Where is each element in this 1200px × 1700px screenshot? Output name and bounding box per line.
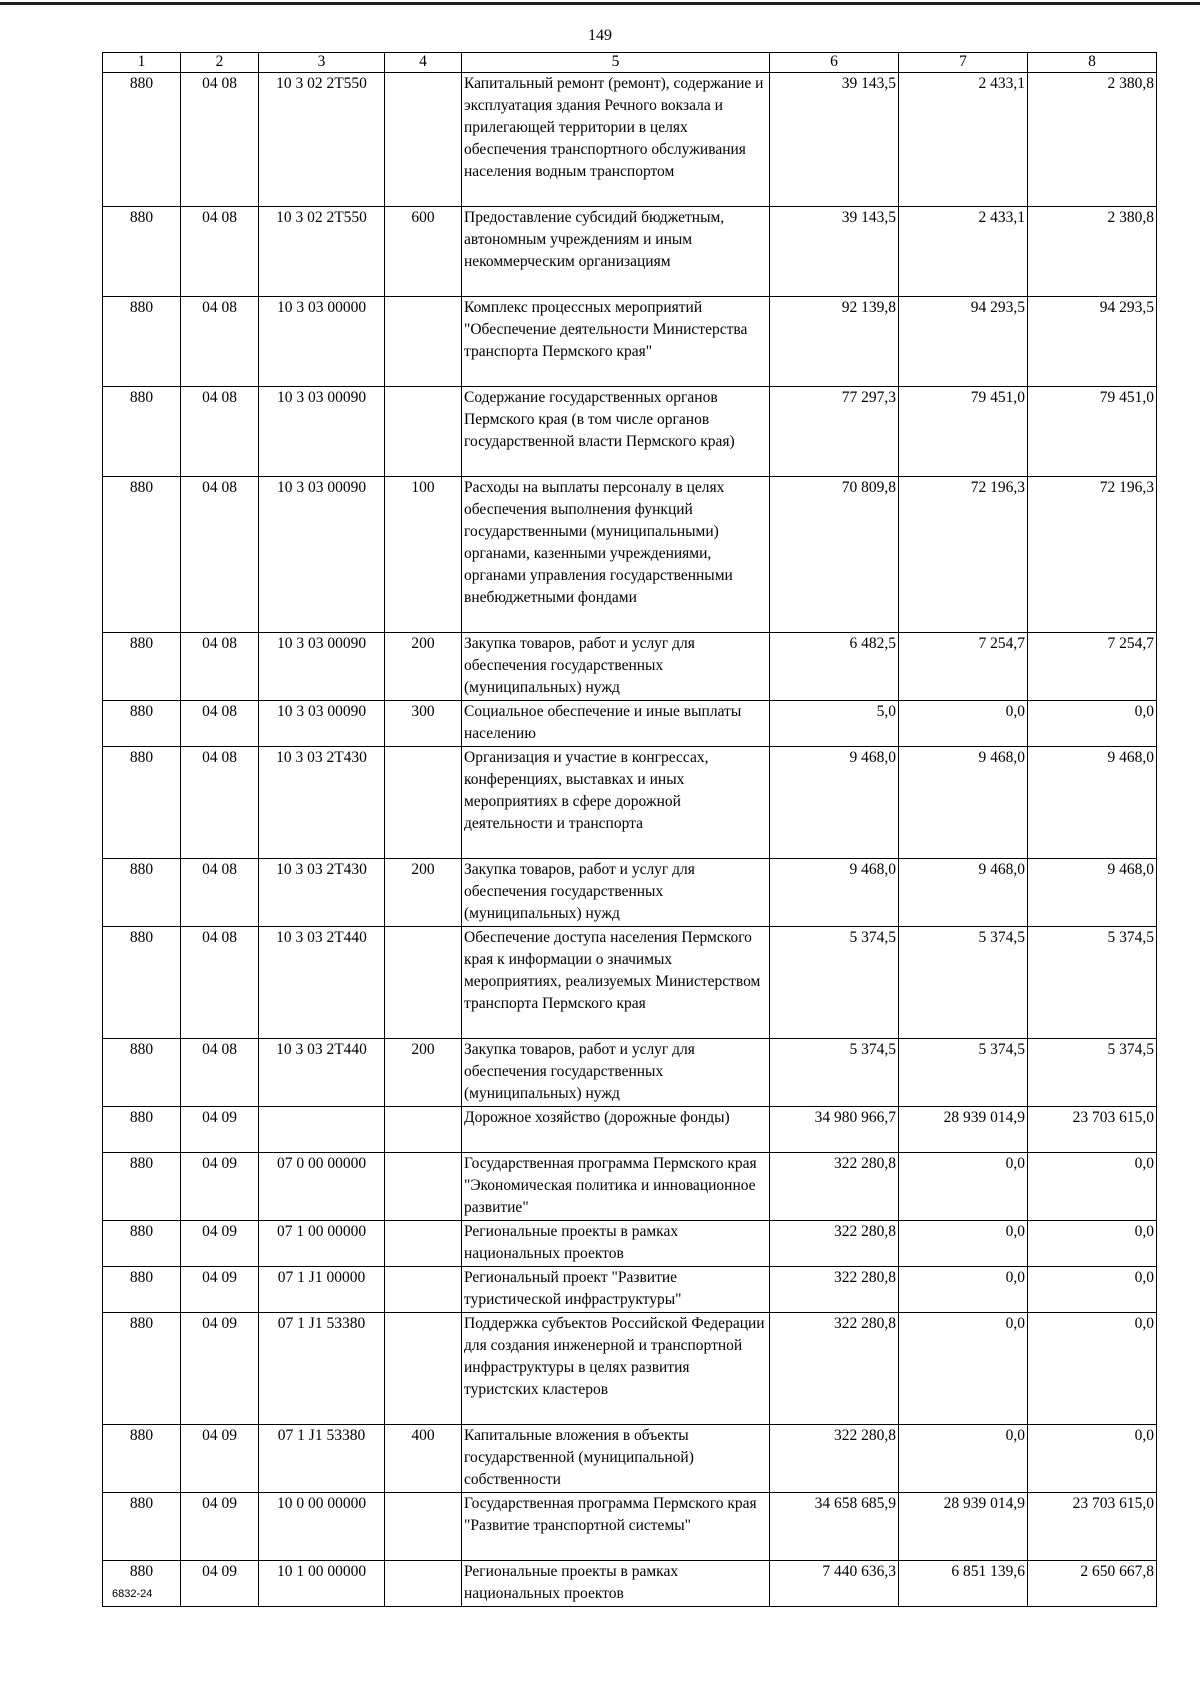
cell-amount-col7: 28 939 014,9 <box>899 1493 1028 1561</box>
cell-amount-col7: 72 196,3 <box>899 477 1028 633</box>
cell-amount-col8: 0,0 <box>1028 1313 1157 1425</box>
cell-expense-type <box>385 1313 462 1425</box>
table-row <box>103 747 1157 859</box>
cell-expense-type: 100 <box>385 477 462 633</box>
cell-amount-col8: 23 703 615,0 <box>1028 1107 1157 1153</box>
cell-amount-col7: 7 254,7 <box>899 633 1028 701</box>
table-row <box>103 701 1157 747</box>
budget-table <box>102 52 1157 1607</box>
cell-kvsr: 880 <box>103 1153 181 1221</box>
cell-kvsr: 880 <box>103 1425 181 1493</box>
cell-target-article: 10 3 03 2Т440 <box>259 1039 385 1107</box>
cell-description: Обеспечение доступа населения Пермского края к информации о значимых мероприятиях, реализуемых Министерством транспорта Пермского края <box>462 927 770 1039</box>
table-row <box>103 1561 1157 1607</box>
cell-description: Поддержка субъектов Российской Федерации для создания инженерной и транспортной инфраструктуры в целях развития туристских кластеров <box>462 1313 770 1425</box>
cell-target-article: 07 1 J1 00000 <box>259 1267 385 1313</box>
cell-description: Региональные проекты в рамках национальных проектов <box>462 1561 770 1607</box>
cell-expense-type <box>385 927 462 1039</box>
cell-amount-col8: 94 293,5 <box>1028 297 1157 387</box>
cell-target-article: 07 0 00 00000 <box>259 1153 385 1221</box>
col-header-6: 6 <box>770 53 899 73</box>
cell-target-article: 10 3 03 2Т430 <box>259 747 385 859</box>
cell-expense-type: 200 <box>385 633 462 701</box>
table-row <box>103 1425 1157 1493</box>
cell-amount-col6: 7 440 636,3 <box>770 1561 899 1607</box>
cell-amount-col7: 0,0 <box>899 1153 1028 1221</box>
header-row <box>103 53 1157 73</box>
cell-amount-col6: 322 280,8 <box>770 1221 899 1267</box>
cell-amount-col6: 5,0 <box>770 701 899 747</box>
cell-amount-col7: 0,0 <box>899 1313 1028 1425</box>
cell-amount-col6: 9 468,0 <box>770 747 899 859</box>
cell-expense-type <box>385 1107 462 1153</box>
cell-amount-col8: 2 380,8 <box>1028 207 1157 297</box>
cell-amount-col6: 5 374,5 <box>770 927 899 1039</box>
cell-amount-col7: 28 939 014,9 <box>899 1107 1028 1153</box>
table-row <box>103 1153 1157 1221</box>
cell-amount-col6: 5 374,5 <box>770 1039 899 1107</box>
cell-amount-col8: 2 650 667,8 <box>1028 1561 1157 1607</box>
cell-amount-col7: 0,0 <box>899 1267 1028 1313</box>
table-row <box>103 1493 1157 1561</box>
cell-section: 04 08 <box>181 633 259 701</box>
cell-amount-col6: 77 297,3 <box>770 387 899 477</box>
cell-expense-type <box>385 1221 462 1267</box>
cell-expense-type <box>385 1493 462 1561</box>
cell-description: Капитальный ремонт (ремонт), содержание и эксплуатация здания Речного вокзала и прилегающей территории в целях обеспечения транспортного обслуживания населения водным транспортом <box>462 73 770 207</box>
cell-target-article: 10 3 03 00090 <box>259 701 385 747</box>
cell-amount-col8: 79 451,0 <box>1028 387 1157 477</box>
cell-amount-col8: 5 374,5 <box>1028 927 1157 1039</box>
cell-expense-type <box>385 297 462 387</box>
cell-expense-type <box>385 1153 462 1221</box>
cell-target-article: 10 3 02 2Т550 <box>259 73 385 207</box>
cell-amount-col8: 0,0 <box>1028 701 1157 747</box>
cell-amount-col8: 0,0 <box>1028 1221 1157 1267</box>
cell-description: Закупка товаров, работ и услуг для обеспечения государственных (муниципальных) нужд <box>462 1039 770 1107</box>
cell-section: 04 08 <box>181 477 259 633</box>
cell-amount-col8: 7 254,7 <box>1028 633 1157 701</box>
cell-expense-type: 300 <box>385 701 462 747</box>
cell-amount-col8: 0,0 <box>1028 1267 1157 1313</box>
cell-description: Организация и участие в конгрессах, конференциях, выставках и иных мероприятиях в сфере дорожной деятельности и транспорта <box>462 747 770 859</box>
cell-description: Дорожное хозяйство (дорожные фонды) <box>462 1107 770 1153</box>
cell-kvsr: 880 <box>103 1561 181 1607</box>
cell-expense-type <box>385 387 462 477</box>
table-body <box>103 73 1157 1607</box>
cell-amount-col8: 0,0 <box>1028 1153 1157 1221</box>
cell-amount-col6: 34 658 685,9 <box>770 1493 899 1561</box>
table-row <box>103 1221 1157 1267</box>
cell-amount-col7: 6 851 139,6 <box>899 1561 1028 1607</box>
cell-kvsr: 880 <box>103 207 181 297</box>
cell-amount-col7: 5 374,5 <box>899 1039 1028 1107</box>
cell-section: 04 08 <box>181 701 259 747</box>
cell-target-article: 10 3 03 2Т440 <box>259 927 385 1039</box>
scan-top-edge <box>0 2 1200 5</box>
cell-amount-col6: 9 468,0 <box>770 859 899 927</box>
col-header-4: 4 <box>385 53 462 73</box>
page-number: 149 <box>588 27 612 44</box>
cell-expense-type <box>385 1267 462 1313</box>
cell-kvsr: 880 <box>103 387 181 477</box>
col-header-5: 5 <box>462 53 770 73</box>
cell-expense-type: 200 <box>385 859 462 927</box>
cell-description: Государственная программа Пермского края "Экономическая политика и инновационное развитие" <box>462 1153 770 1221</box>
cell-kvsr: 880 <box>103 1039 181 1107</box>
cell-amount-col6: 92 139,8 <box>770 297 899 387</box>
cell-amount-col6: 39 143,5 <box>770 73 899 207</box>
cell-target-article: 07 1 J1 53380 <box>259 1313 385 1425</box>
table-row <box>103 1313 1157 1425</box>
cell-kvsr: 880 <box>103 701 181 747</box>
cell-section: 04 09 <box>181 1267 259 1313</box>
cell-amount-col7: 94 293,5 <box>899 297 1028 387</box>
cell-amount-col8: 5 374,5 <box>1028 1039 1157 1107</box>
table-row <box>103 297 1157 387</box>
table-row <box>103 1267 1157 1313</box>
col-header-8: 8 <box>1028 53 1157 73</box>
cell-target-article: 07 1 J1 53380 <box>259 1425 385 1493</box>
cell-description: Региональные проекты в рамках национальных проектов <box>462 1221 770 1267</box>
cell-description: Закупка товаров, работ и услуг для обеспечения государственных (муниципальных) нужд <box>462 633 770 701</box>
cell-target-article: 10 3 03 00090 <box>259 633 385 701</box>
cell-amount-col8: 23 703 615,0 <box>1028 1493 1157 1561</box>
cell-kvsr: 880 <box>103 1107 181 1153</box>
cell-amount-col6: 39 143,5 <box>770 207 899 297</box>
cell-section: 04 08 <box>181 207 259 297</box>
cell-amount-col7: 0,0 <box>899 1425 1028 1493</box>
cell-expense-type: 400 <box>385 1425 462 1493</box>
document-code: 6832-24 <box>112 1588 153 1600</box>
cell-description: Государственная программа Пермского края "Развитие транспортной системы" <box>462 1493 770 1561</box>
cell-amount-col6: 322 280,8 <box>770 1153 899 1221</box>
cell-section: 04 08 <box>181 387 259 477</box>
cell-amount-col7: 9 468,0 <box>899 747 1028 859</box>
cell-amount-col7: 0,0 <box>899 1221 1028 1267</box>
cell-section: 04 09 <box>181 1425 259 1493</box>
cell-kvsr: 880 <box>103 633 181 701</box>
cell-target-article: 10 3 03 2Т430 <box>259 859 385 927</box>
cell-expense-type <box>385 1561 462 1607</box>
cell-target-article <box>259 1107 385 1153</box>
cell-target-article: 10 3 03 00000 <box>259 297 385 387</box>
cell-kvsr: 880 <box>103 859 181 927</box>
cell-amount-col7: 2 433,1 <box>899 73 1028 207</box>
table-row <box>103 1107 1157 1153</box>
cell-section: 04 09 <box>181 1107 259 1153</box>
cell-target-article: 10 3 03 00090 <box>259 477 385 633</box>
cell-amount-col7: 5 374,5 <box>899 927 1028 1039</box>
cell-section: 04 08 <box>181 927 259 1039</box>
col-header-3: 3 <box>259 53 385 73</box>
cell-expense-type <box>385 747 462 859</box>
cell-section: 04 09 <box>181 1493 259 1561</box>
cell-kvsr: 880 <box>103 1267 181 1313</box>
cell-description: Предоставление субсидий бюджетным, автономным учреждениям и иным некоммерческим организациям <box>462 207 770 297</box>
cell-section: 04 08 <box>181 1039 259 1107</box>
cell-section: 04 08 <box>181 859 259 927</box>
cell-section: 04 08 <box>181 73 259 207</box>
cell-amount-col7: 79 451,0 <box>899 387 1028 477</box>
table-row <box>103 207 1157 297</box>
cell-description: Социальное обеспечение и иные выплаты населению <box>462 701 770 747</box>
cell-target-article: 10 0 00 00000 <box>259 1493 385 1561</box>
col-header-7: 7 <box>899 53 1028 73</box>
cell-target-article: 10 1 00 00000 <box>259 1561 385 1607</box>
col-header-2: 2 <box>181 53 259 73</box>
cell-amount-col7: 2 433,1 <box>899 207 1028 297</box>
cell-amount-col7: 9 468,0 <box>899 859 1028 927</box>
cell-kvsr: 880 <box>103 927 181 1039</box>
table-row <box>103 73 1157 207</box>
cell-description: Региональный проект "Развитие туристической инфраструктуры" <box>462 1267 770 1313</box>
cell-section: 04 09 <box>181 1313 259 1425</box>
cell-amount-col6: 322 280,8 <box>770 1425 899 1493</box>
cell-kvsr: 880 <box>103 477 181 633</box>
cell-description: Капитальные вложения в объекты государственной (муниципальной) собственности <box>462 1425 770 1493</box>
cell-expense-type: 600 <box>385 207 462 297</box>
cell-target-article: 07 1 00 00000 <box>259 1221 385 1267</box>
table-row <box>103 633 1157 701</box>
cell-amount-col6: 322 280,8 <box>770 1313 899 1425</box>
cell-description: Закупка товаров, работ и услуг для обеспечения государственных (муниципальных) нужд <box>462 859 770 927</box>
cell-amount-col8: 0,0 <box>1028 1425 1157 1493</box>
cell-section: 04 09 <box>181 1221 259 1267</box>
cell-description: Комплекс процессных мероприятий "Обеспечение деятельности Министерства транспорта Пермского края" <box>462 297 770 387</box>
cell-kvsr: 880 <box>103 1493 181 1561</box>
cell-description: Расходы на выплаты персоналу в целях обеспечения выполнения функций государственными (муниципальными) органами, казенными учреждениями, органами управления государственными внебюджетными фондами <box>462 477 770 633</box>
cell-amount-col6: 6 482,5 <box>770 633 899 701</box>
col-header-1: 1 <box>103 53 181 73</box>
cell-target-article: 10 3 02 2Т550 <box>259 207 385 297</box>
cell-amount-col8: 9 468,0 <box>1028 859 1157 927</box>
cell-kvsr: 880 <box>103 1221 181 1267</box>
cell-amount-col8: 9 468,0 <box>1028 747 1157 859</box>
cell-kvsr: 880 <box>103 297 181 387</box>
cell-kvsr: 880 <box>103 1313 181 1425</box>
cell-amount-col6: 70 809,8 <box>770 477 899 633</box>
cell-amount-col6: 34 980 966,7 <box>770 1107 899 1153</box>
cell-kvsr: 880 <box>103 73 181 207</box>
table-row <box>103 1039 1157 1107</box>
cell-description: Содержание государственных органов Пермского края (в том числе органов государственной власти Пермского края) <box>462 387 770 477</box>
cell-amount-col8: 72 196,3 <box>1028 477 1157 633</box>
cell-section: 04 08 <box>181 297 259 387</box>
cell-expense-type: 200 <box>385 1039 462 1107</box>
cell-section: 04 08 <box>181 747 259 859</box>
cell-target-article: 10 3 03 00090 <box>259 387 385 477</box>
table-row <box>103 927 1157 1039</box>
table-row <box>103 477 1157 633</box>
cell-expense-type <box>385 73 462 207</box>
table-row <box>103 859 1157 927</box>
cell-amount-col7: 0,0 <box>899 701 1028 747</box>
cell-section: 04 09 <box>181 1561 259 1607</box>
cell-amount-col6: 322 280,8 <box>770 1267 899 1313</box>
table-row <box>103 387 1157 477</box>
cell-section: 04 09 <box>181 1153 259 1221</box>
cell-kvsr: 880 <box>103 747 181 859</box>
cell-amount-col8: 2 380,8 <box>1028 73 1157 207</box>
